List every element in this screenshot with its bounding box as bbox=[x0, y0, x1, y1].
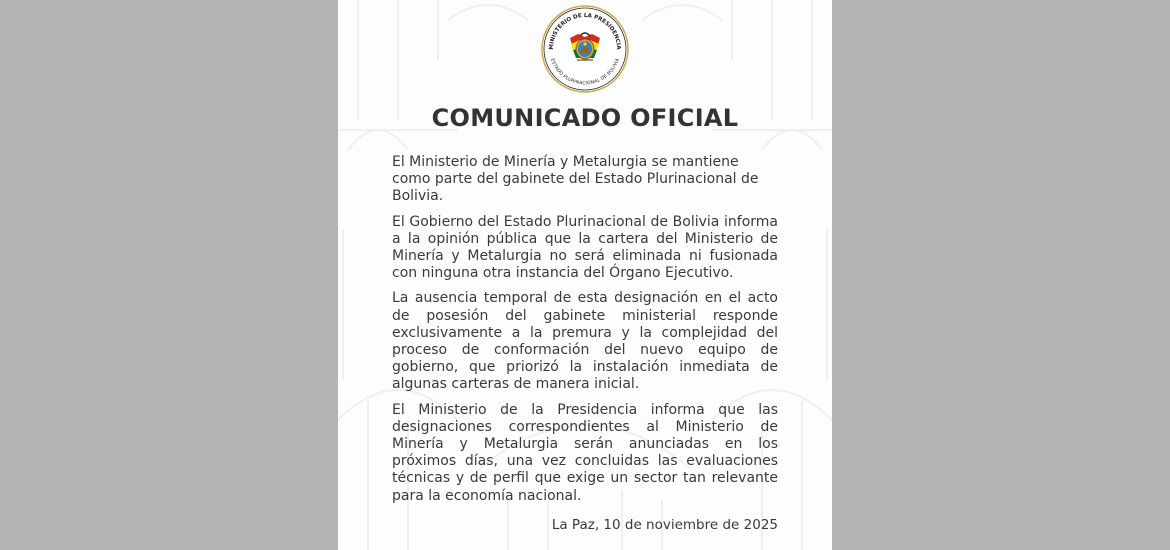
seal-bottom-text: ESTADO PLURINACIONAL DE BOLIVIA bbox=[549, 58, 621, 87]
paragraph-3: La ausencia temporal de esta designación en el acto de posesión del gabinete ministerial responde exclusivamente a la premura y la complejidad del proceso de conformación del nuevo equipo de gobierno, que priorizó la instalación inmediata de algunas carteras de manera inicial. bbox=[392, 290, 778, 393]
document-title: COMUNICADO OFICIAL bbox=[431, 104, 739, 132]
paragraph-1: El Ministerio de Minería y Metalurgia se mantiene como parte del gabinete del Estado Plurinacional de Bolivia. bbox=[392, 154, 759, 205]
paragraph-4: El Ministerio de la Presidencia informa que las designaciones correspondientes al Ministerio de Minería y Metalurgia serán anunciadas en los próximos días, una vez concluidas las evaluaciones técnicas y de perfil que exige un sector tan relevante para la economía nacional. bbox=[392, 401, 778, 504]
seal-top-text: MINISTERIO DE LA PRESIDENCIA bbox=[548, 12, 622, 50]
paragraph-2: El Gobierno del Estado Plurinacional de Bolivia informa a la opinión pública que la cartera del Ministerio de Minería y Metalurgia no será eliminada ni fusionada con ninguna otra instancia del Órgano Ejecutivo. bbox=[392, 213, 778, 282]
communique-page bbox=[338, 0, 832, 550]
ministry-seal bbox=[540, 4, 630, 94]
document-body bbox=[392, 154, 778, 513]
place-and-date: La Paz, 10 de noviembre de 2025 bbox=[551, 517, 778, 533]
